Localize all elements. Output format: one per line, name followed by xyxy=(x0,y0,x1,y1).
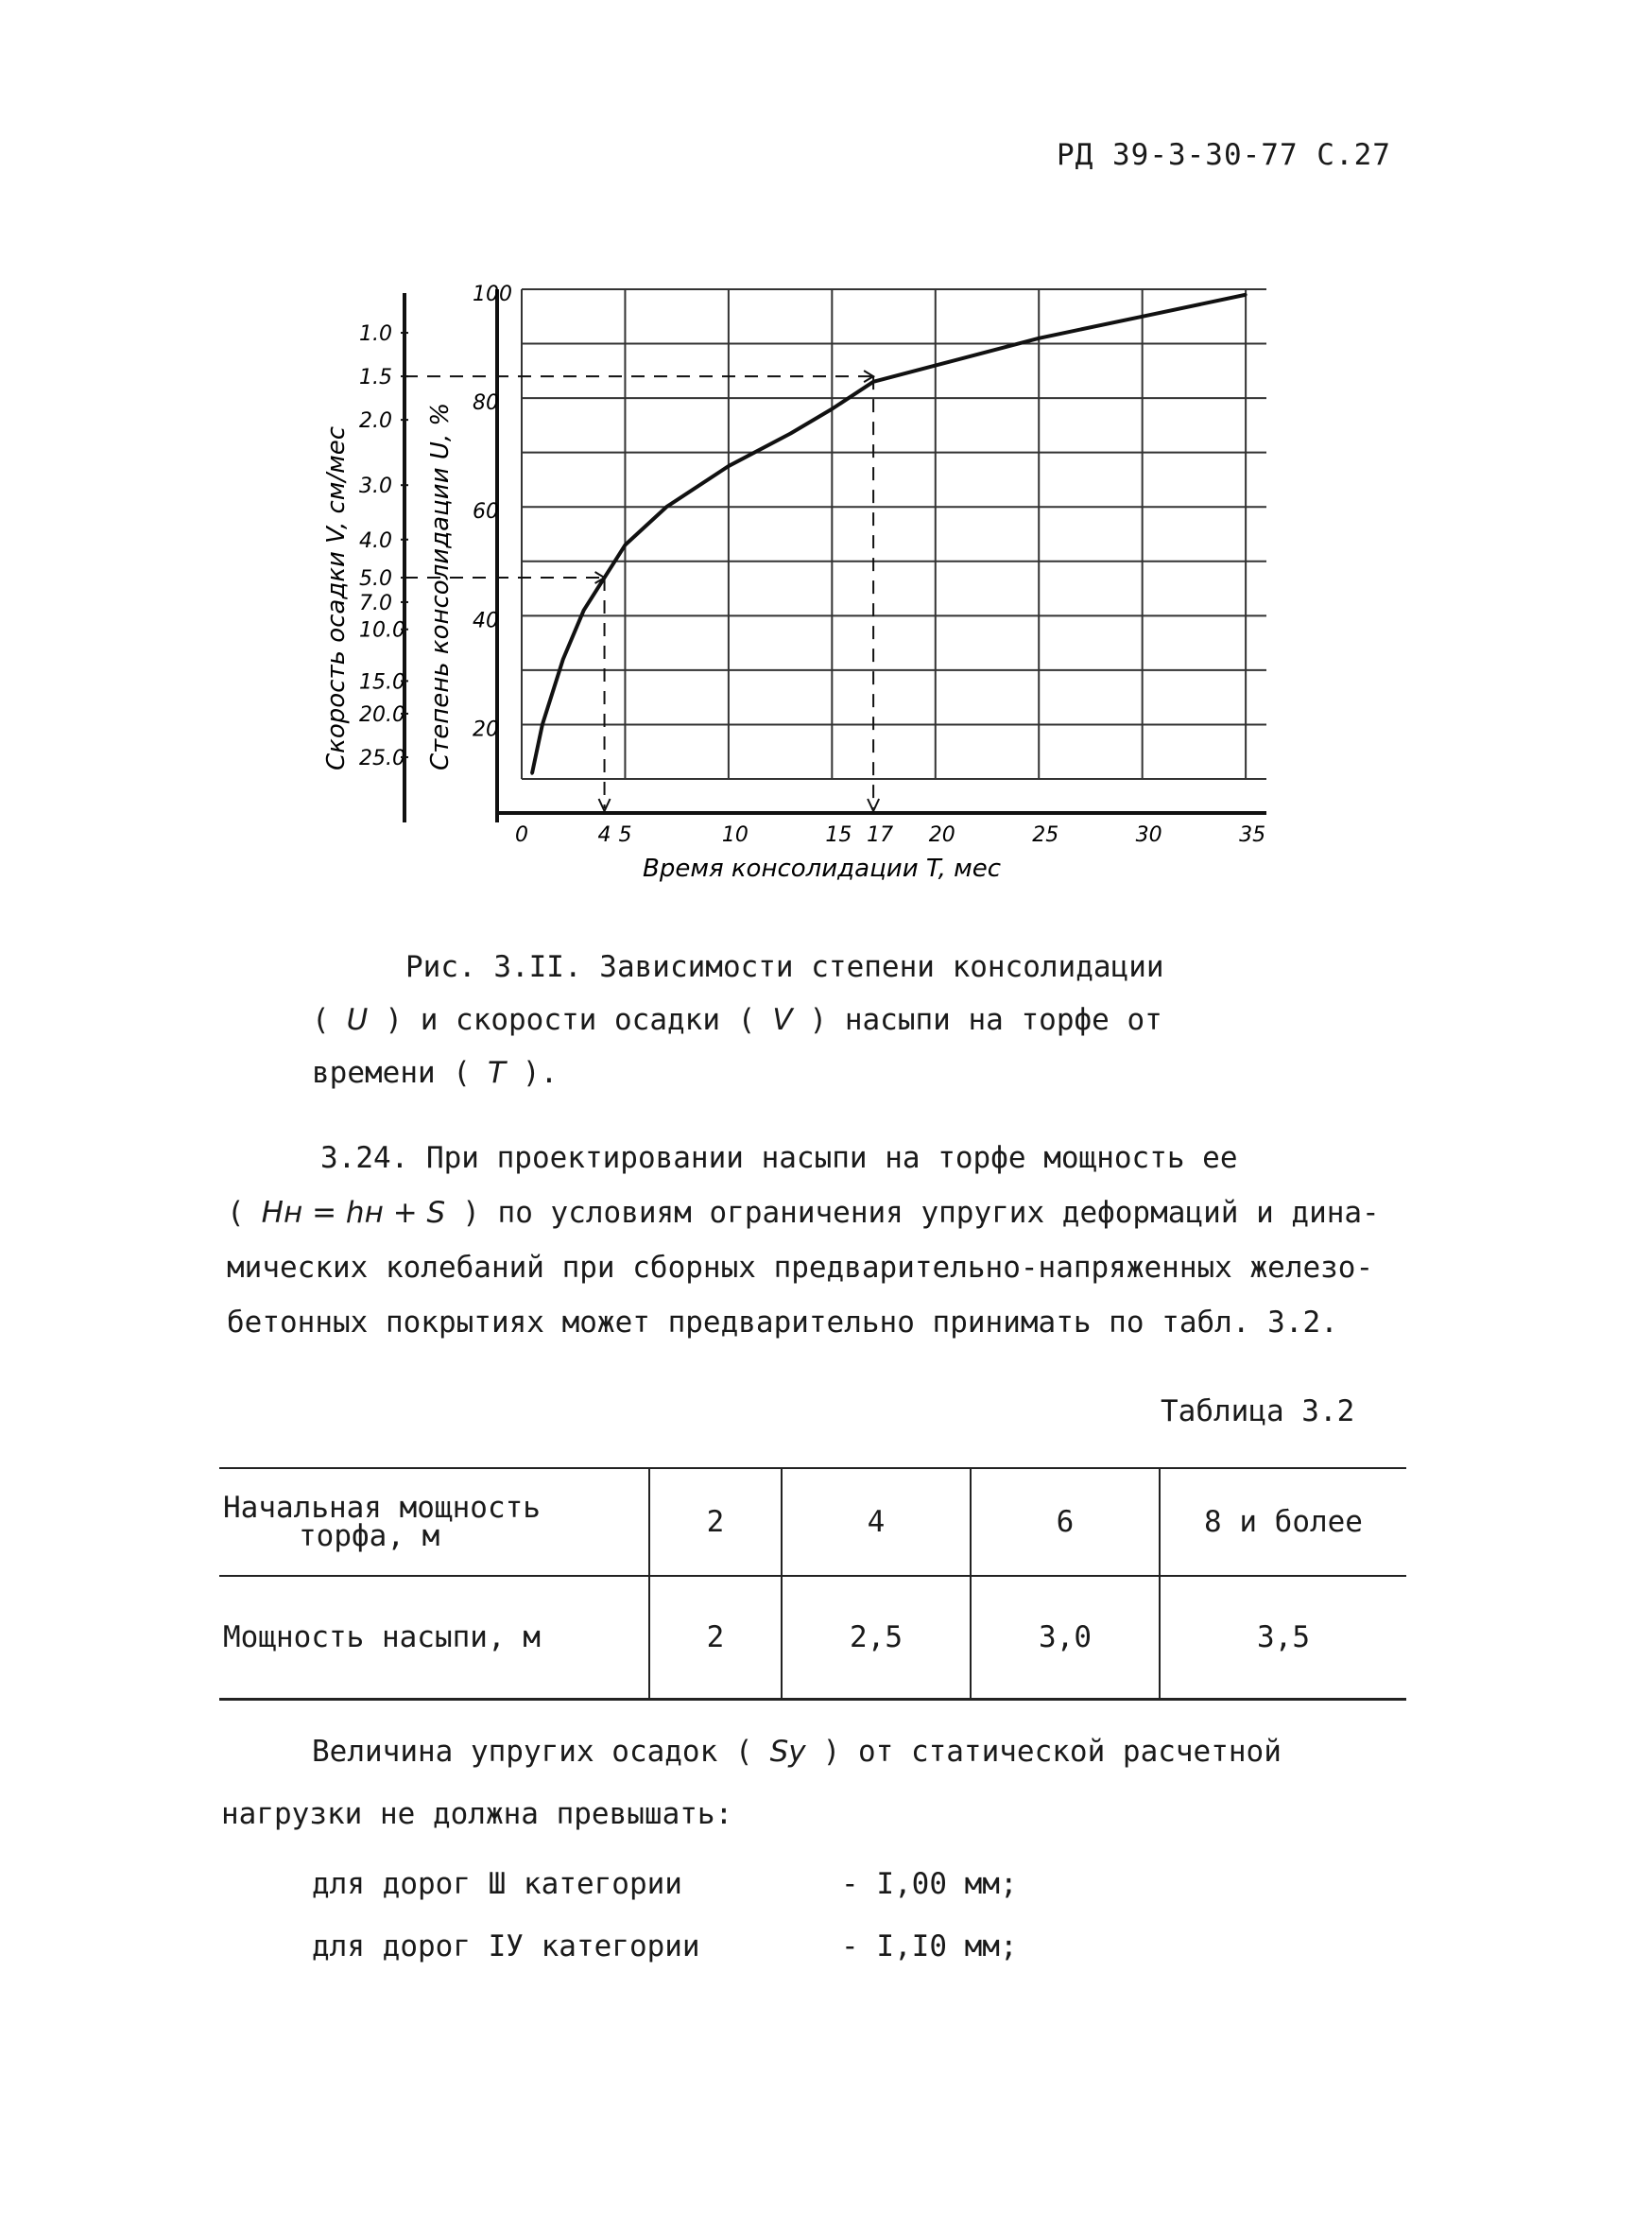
chart-ticks xyxy=(359,283,1265,847)
page-header: РД 39-3-30-77 С.27 xyxy=(1057,138,1391,172)
x-axis-label: Время консолидации T, мес xyxy=(643,855,1002,883)
notes-line-2: нагрузки не должна превышать: xyxy=(221,1797,733,1831)
caption-symbol-u: U xyxy=(346,1003,369,1037)
curve-point xyxy=(934,364,937,367)
table-cell: 2 xyxy=(649,1576,782,1700)
x-tick-label: 4 xyxy=(597,823,611,847)
curve-point xyxy=(1141,315,1144,318)
table-cell: 6 xyxy=(971,1468,1160,1576)
x-tick-label: 17 xyxy=(867,823,894,847)
u-tick-label: 40 xyxy=(473,609,499,633)
notes-symbol-s: Sy xyxy=(769,1735,806,1769)
y-axis-right-label: Степень консолидации U, % xyxy=(426,402,455,770)
list-item xyxy=(312,1915,1446,1978)
caption-mid-text: ) и скорости осадки ( xyxy=(385,1003,756,1037)
table-cell: 3,0 xyxy=(971,1576,1160,1700)
consolidation-curve xyxy=(532,295,1246,773)
limit-value: - I,I0 мм; xyxy=(841,1929,1018,1963)
table-cell: 3,5 xyxy=(1160,1576,1406,1700)
limit-category: для дорог Ш категории xyxy=(312,1867,682,1901)
speed-tick-label: 7.0 xyxy=(359,591,392,615)
paragraph-line-3: мических колебаний при сборных предварительно-напряженных железо- xyxy=(227,1251,1374,1285)
limit-category: для дорог IУ категории xyxy=(312,1929,700,1963)
table-cell-label: Мощность насыпи, м xyxy=(219,1576,649,1700)
curve-point xyxy=(530,772,533,775)
speed-tick-label: 1.5 xyxy=(359,366,392,390)
table-row xyxy=(219,1468,1406,1576)
caption-open-paren: ( xyxy=(312,1003,330,1037)
caption-end-text: ) насыпи на торфе от xyxy=(809,1003,1162,1037)
curve-point xyxy=(582,609,585,612)
limits-list xyxy=(312,1853,1446,1978)
x-tick-label: 30 xyxy=(1135,823,1162,847)
u-tick-label: 20 xyxy=(473,718,499,742)
speed-tick-label: 4.0 xyxy=(359,528,392,553)
consolidation-chart xyxy=(284,255,1323,902)
table-label-line-2: торфа, м xyxy=(299,1519,440,1553)
u-tick-label: 80 xyxy=(473,391,499,416)
list-item xyxy=(312,1853,1446,1915)
chart-grid xyxy=(522,289,1266,779)
caption-line-3 xyxy=(312,1046,1257,1099)
y-axis-left-label: Скорость осадки V, см/мес xyxy=(322,425,351,770)
notes-line-1-start: Величина упругих осадок ( xyxy=(312,1735,753,1769)
paragraph-3-24 xyxy=(227,1131,1455,1350)
u-tick-label: 100 xyxy=(473,283,512,306)
speed-tick-label: 20.0 xyxy=(359,702,405,727)
x-tick-label: 35 xyxy=(1239,823,1266,847)
settlement-notes xyxy=(221,1721,1446,1978)
x-tick-label: 15 xyxy=(825,823,852,847)
curve-point xyxy=(727,465,730,468)
table-title: Таблица 3.2 xyxy=(1161,1394,1355,1428)
curve-point xyxy=(1245,293,1248,296)
curve-point xyxy=(831,407,834,410)
guide-arrow-down xyxy=(868,799,879,811)
x-tick-label: 10 xyxy=(721,823,749,847)
curve-point xyxy=(1038,337,1041,339)
chart-svg xyxy=(284,255,1323,898)
caption-line-2 xyxy=(312,994,1257,1046)
speed-tick-label: 2.0 xyxy=(359,409,392,434)
table-cell: 4 xyxy=(782,1468,971,1576)
table-cell: 8 и более xyxy=(1160,1468,1406,1576)
paragraph-line-2 xyxy=(227,1185,1455,1240)
thickness-table xyxy=(219,1467,1406,1701)
x-tick-label: 20 xyxy=(928,823,955,847)
chart-guides xyxy=(404,371,879,811)
chart-curve xyxy=(530,293,1247,774)
x-tick-label: 25 xyxy=(1032,823,1059,847)
curve-point xyxy=(624,544,627,546)
table-cell: 2,5 xyxy=(782,1576,971,1700)
speed-tick-label: 25.0 xyxy=(359,746,405,770)
caption-line-1: Рис. 3.II. Зависимости степени консолидации xyxy=(405,950,1164,984)
table-label-line-1: Начальная мощность xyxy=(223,1491,541,1525)
speed-tick-label: 5.0 xyxy=(359,567,392,592)
curve-point xyxy=(561,658,564,661)
table-row xyxy=(219,1576,1406,1700)
x-tick-label: 5 xyxy=(618,823,632,847)
paragraph-line-2-rest: ) по условиям ограничения упругих деформаций и дина- xyxy=(462,1196,1380,1230)
chart-axes xyxy=(404,289,1266,822)
curve-point xyxy=(665,506,668,509)
speed-tick-label: 3.0 xyxy=(359,475,392,499)
caption-symbol-v: V xyxy=(772,1003,793,1037)
notes-line-1-end: ) от статической расчетной xyxy=(822,1735,1282,1769)
formula-thickness: Hн = hн + S xyxy=(261,1196,446,1230)
curve-point xyxy=(541,723,543,726)
speed-tick-label: 1.0 xyxy=(359,322,392,347)
table-cell: 2 xyxy=(649,1468,782,1576)
notes-line-1 xyxy=(312,1721,1446,1783)
speed-tick-label: 10.0 xyxy=(359,618,405,643)
caption-line3-end: ). xyxy=(522,1056,559,1090)
x-tick-label: 0 xyxy=(515,823,528,847)
limit-value: - I,00 мм; xyxy=(841,1867,1018,1901)
speed-tick-label: 15.0 xyxy=(359,670,405,695)
table-cell-label xyxy=(219,1468,649,1576)
u-tick-label: 60 xyxy=(473,500,499,525)
caption-symbol-t: T xyxy=(487,1056,506,1090)
caption-line3-start: времени ( xyxy=(312,1056,471,1090)
paragraph-line-4: бетонных покрытиях может предварительно принимать по табл. 3.2. xyxy=(227,1306,1338,1340)
paragraph-line-1: 3.24. При проектировании насыпи на торфе мощность ее xyxy=(320,1141,1238,1175)
curve-point xyxy=(789,432,792,435)
formula-open-paren: ( xyxy=(227,1196,245,1230)
figure-caption xyxy=(312,941,1257,1099)
